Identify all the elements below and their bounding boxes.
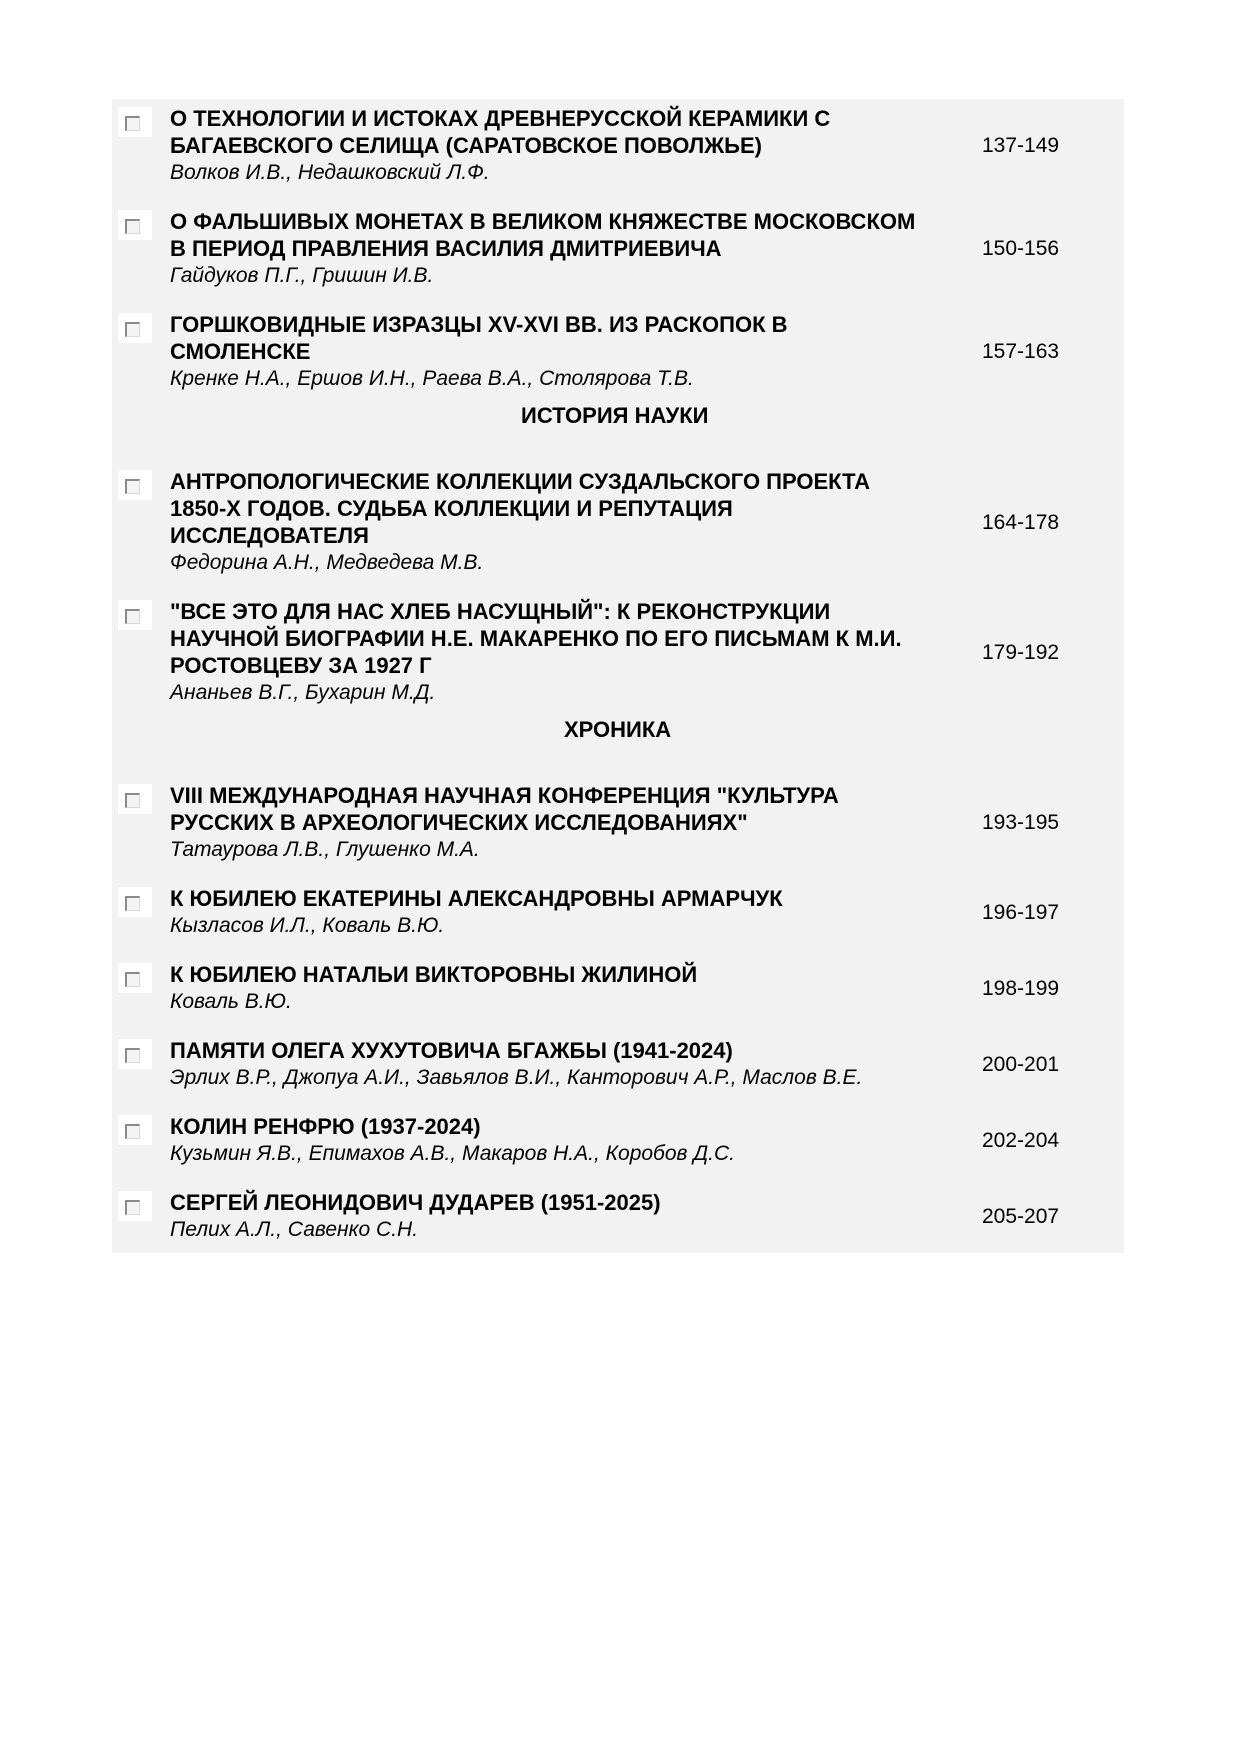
table-of-contents xyxy=(112,99,1124,1253)
toc-entry xyxy=(112,1037,1124,1091)
entry-title[interactable]: ГОРШКОВИДНЫЕ ИЗРАЗЦЫ XV-XVI ВВ. ИЗ РАСКОПОК В СМОЛЕНСКЕ xyxy=(170,312,788,364)
section-heading: ИСТОРИЯ НАУКИ xyxy=(521,403,709,428)
entry-pages: 202-204 xyxy=(982,1128,1060,1152)
toc-entry xyxy=(112,598,1124,706)
checkbox-cell xyxy=(118,470,152,500)
checkbox-icon[interactable] xyxy=(125,896,140,911)
entry-authors: Федорина А.Н., Медведева М.В. xyxy=(170,551,484,574)
checkbox-icon[interactable] xyxy=(125,116,140,131)
checkbox-icon[interactable] xyxy=(125,1124,140,1139)
checkbox-cell xyxy=(118,1039,152,1069)
checkbox-icon[interactable] xyxy=(125,479,140,494)
entry-text xyxy=(170,961,930,1015)
entry-text xyxy=(170,1189,930,1243)
entry-pages: 150-156 xyxy=(982,237,1060,260)
entry-title[interactable]: КОЛИН РЕНФРЮ (1937-2024) xyxy=(170,1114,481,1139)
section-heading-row xyxy=(112,717,1124,760)
checkbox-icon[interactable] xyxy=(125,972,140,987)
entry-title[interactable]: К ЮБИЛЕЮ НАТАЛЬИ ВИКТОРОВНЫ ЖИЛИНОЙ xyxy=(170,962,698,987)
checkbox-icon[interactable] xyxy=(125,322,140,337)
entry-text xyxy=(170,105,930,186)
toc-entry xyxy=(112,208,1124,289)
entry-pages: 137-149 xyxy=(982,134,1060,157)
toc-entry xyxy=(112,961,1124,1015)
checkbox-cell xyxy=(118,600,152,630)
entry-text xyxy=(170,1113,930,1167)
checkbox-cell xyxy=(118,1115,152,1145)
entry-pages: 205-207 xyxy=(982,1204,1060,1228)
entry-text xyxy=(170,782,930,863)
toc-entry xyxy=(112,885,1124,939)
entry-authors: Татаурова Л.В., Глушенко М.А. xyxy=(170,838,480,861)
checkbox-icon[interactable] xyxy=(125,793,140,808)
entry-authors: Кренке Н.А., Ершов И.Н., Раева В.А., Столярова Т.В. xyxy=(170,367,694,390)
checkbox-icon[interactable] xyxy=(125,609,140,624)
entry-title[interactable]: О ФАЛЬШИВЫХ МОНЕТАХ В ВЕЛИКОМ КНЯЖЕСТВЕ МОСКОВСКОМ В ПЕРИОД ПРАВЛЕНИЯ ВАСИЛИЯ ДМИТРИЕВИЧА xyxy=(170,209,916,261)
entry-text xyxy=(170,468,930,576)
section-heading: ХРОНИКА xyxy=(564,717,672,742)
checkbox-cell xyxy=(118,107,152,137)
toc-entry xyxy=(112,782,1124,863)
entry-pages: 198-199 xyxy=(982,976,1060,1000)
entry-pages: 164-178 xyxy=(982,510,1060,534)
entry-title[interactable]: VIII МЕЖДУНАРОДНАЯ НАУЧНАЯ КОНФЕРЕНЦИЯ "КУЛЬТУРА РУССКИХ В АРХЕОЛОГИЧЕСКИХ ИССЛЕДОВАНИЯХ" xyxy=(170,783,839,835)
entry-pages: 157-163 xyxy=(982,340,1060,363)
entry-text xyxy=(170,1037,930,1091)
entry-authors: Эрлих В.Р., Джопуа А.И., Завьялов В.И., Канторович А.Р., Маслов В.Е. xyxy=(170,1066,863,1089)
entry-pages: 193-195 xyxy=(982,811,1060,834)
toc-entry xyxy=(112,1113,1124,1167)
entry-title[interactable]: О ТЕХНОЛОГИИ И ИСТОКАХ ДРЕВНЕРУССКОЙ КЕРАМИКИ С БАГАЕВСКОГО СЕЛИЩА (САРАТОВСКОЕ ПОВОЛЖЬЕ) xyxy=(170,106,831,158)
entry-authors: Коваль В.Ю. xyxy=(170,990,292,1013)
entry-text xyxy=(170,885,930,939)
entry-authors: Пелих А.Л., Савенко С.Н. xyxy=(170,1218,419,1241)
toc-entry xyxy=(112,1189,1124,1243)
checkbox-cell xyxy=(118,1191,152,1221)
entry-pages: 200-201 xyxy=(982,1052,1060,1076)
checkbox-icon[interactable] xyxy=(125,1200,140,1215)
entry-pages: 196-197 xyxy=(982,900,1060,924)
entry-pages: 179-192 xyxy=(982,640,1060,664)
entry-text xyxy=(170,208,930,289)
entry-title[interactable]: "ВСЕ ЭТО ДЛЯ НАС ХЛЕБ НАСУЩНЫЙ": К РЕКОНСТРУКЦИИ НАУЧНОЙ БИОГРАФИИ Н.Е. МАКАРЕНКО ПО ЕГО ПИСЬМАМ К М.И. РОСТОВЦЕВУ ЗА 1927 Г xyxy=(170,599,902,678)
checkbox-cell xyxy=(118,887,152,917)
checkbox-icon[interactable] xyxy=(125,1048,140,1063)
entry-title[interactable]: АНТРОПОЛОГИЧЕСКИЕ КОЛЛЕКЦИИ СУЗДАЛЬСКОГО ПРОЕКТА 1850-Х ГОДОВ. СУДЬБА КОЛЛЕКЦИИ И РЕПУТАЦИЯ ИССЛЕДОВАТЕЛЯ xyxy=(170,469,871,548)
entry-title[interactable]: СЕРГЕЙ ЛЕОНИДОВИЧ ДУДАРЕВ (1951-2025) xyxy=(170,1190,661,1215)
entry-text xyxy=(170,311,930,392)
toc-entry xyxy=(112,311,1124,392)
toc-entry xyxy=(112,105,1124,186)
entry-authors: Ананьев В.Г., Бухарин М.Д. xyxy=(170,681,436,704)
toc-entry xyxy=(112,468,1124,576)
entry-title[interactable]: ПАМЯТИ ОЛЕГА ХУХУТОВИЧА БГАЖБЫ (1941-2024) xyxy=(170,1038,733,1063)
entry-authors: Кузьмин Я.В., Епимахов А.В., Макаров Н.А., Коробов Д.С. xyxy=(170,1142,735,1165)
entry-authors: Гайдуков П.Г., Гришин И.В. xyxy=(170,264,434,287)
checkbox-cell xyxy=(118,210,152,240)
entry-title[interactable]: К ЮБИЛЕЮ ЕКАТЕРИНЫ АЛЕКСАНДРОВНЫ АРМАРЧУК xyxy=(170,886,783,911)
entry-authors: Кызласов И.Л., Коваль В.Ю. xyxy=(170,914,445,937)
checkbox-cell xyxy=(118,784,152,814)
checkbox-icon[interactable] xyxy=(125,219,140,234)
entry-text xyxy=(170,598,930,706)
checkbox-cell xyxy=(118,963,152,993)
section-heading-row xyxy=(112,403,1124,446)
checkbox-cell xyxy=(118,313,152,343)
entry-authors: Волков И.В., Недашковский Л.Ф. xyxy=(170,161,490,184)
